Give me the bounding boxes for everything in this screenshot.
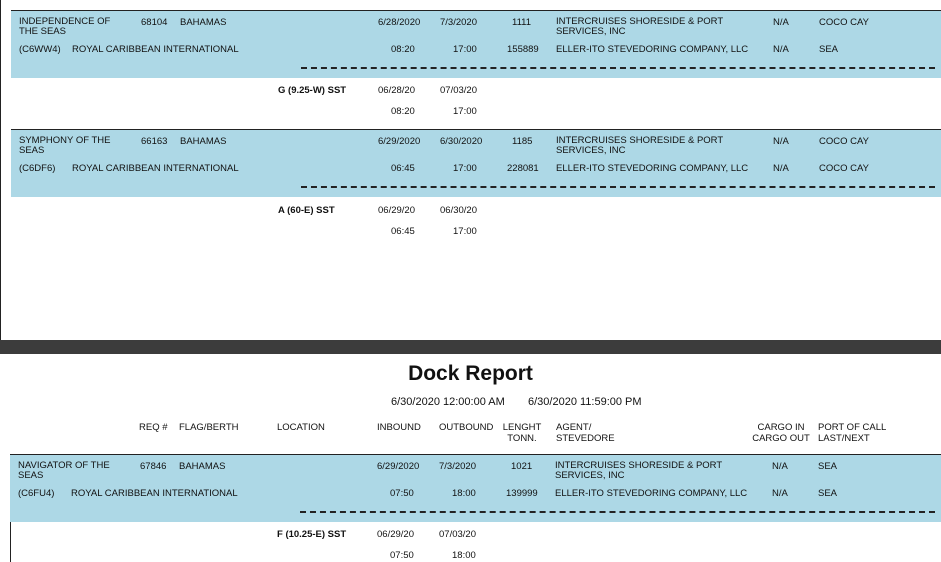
outbound-date: 7/3/2020: [440, 17, 477, 28]
berth-in-date: 06/29/20: [377, 529, 414, 540]
range-start: 6/30/2020 12:00:00 AM: [391, 396, 505, 408]
range-end: 6/30/2020 11:59:00 PM: [528, 396, 642, 408]
length: 1111: [512, 17, 532, 28]
outbound-time: 17:00: [453, 163, 477, 174]
port-last: SEA: [818, 461, 838, 472]
stevedore: ELLER-ITO STEVEDORING COMPANY, LLC: [556, 163, 749, 174]
vessel-row: [11, 10, 941, 78]
header-agent: AGENT/ STEVEDORE: [556, 422, 615, 444]
port-last: COCO CAY: [819, 136, 869, 147]
call-sign: (C6DF6): [19, 163, 56, 174]
header-flag-berth: FLAG/BERTH: [179, 422, 239, 433]
vessel-row: [11, 129, 941, 197]
berth-location: G (9.25-W) SST: [278, 85, 347, 96]
cruise-line: ROYAL CARIBBEAN INTERNATIONAL: [72, 44, 239, 55]
cruise-line: ROYAL CARIBBEAN INTERNATIONAL: [71, 488, 238, 499]
vessel-name: SYMPHONY OF THE SEAS: [19, 135, 111, 156]
inbound-time: 06:45: [391, 163, 415, 174]
cargo-out: N/A: [773, 44, 789, 55]
berth-in-time: 07:50: [390, 550, 414, 561]
port-next: SEA: [819, 44, 839, 55]
inbound-time: 07:50: [390, 488, 414, 499]
cargo-in: N/A: [773, 136, 789, 147]
req-number: 66163: [141, 136, 168, 147]
berth-out-time: 17:00: [453, 226, 477, 237]
length: 1021: [511, 461, 533, 472]
header-port-of-call: PORT OF CALL LAST/NEXT: [818, 422, 887, 444]
tonnage: 155889: [507, 44, 539, 55]
berth-out-time: 18:00: [452, 550, 476, 561]
cruise-line: ROYAL CARIBBEAN INTERNATIONAL: [72, 163, 239, 174]
vessel-name: INDEPENDENCE OF THE SEAS: [19, 16, 111, 37]
call-sign: (C6FU4): [18, 488, 55, 499]
dashed-separator: [301, 186, 935, 188]
header-inbound: INBOUND: [377, 422, 421, 433]
berth-location: A (60-E) SST: [278, 205, 335, 216]
req-number: 67846: [140, 461, 167, 472]
agent: INTERCRUISES SHORESIDE & PORT SERVICES, INC: [555, 460, 722, 481]
berth-out-date: 06/30/20: [440, 205, 477, 216]
outbound-time: 17:00: [453, 44, 477, 55]
header-length: LENGHT TONN.: [502, 422, 542, 444]
agent: INTERCRUISES SHORESIDE & PORT SERVICES, INC: [556, 135, 723, 156]
flag: BAHAMAS: [180, 17, 227, 28]
tonnage: 228081: [507, 163, 539, 174]
call-sign: (C6WW4): [19, 44, 61, 55]
header-req: REQ #: [139, 422, 168, 433]
report-title: Dock Report: [408, 362, 533, 385]
report-page-2: [0, 354, 941, 562]
vessel-name: NAVIGATOR OF THE SEAS: [18, 460, 110, 481]
length: 1185: [512, 136, 533, 147]
inbound-date: 6/29/2020: [377, 461, 420, 472]
dashed-separator: [301, 67, 935, 69]
outbound-time: 18:00: [452, 488, 476, 499]
header-cargo: CARGO IN CARGO OUT: [752, 422, 810, 444]
berth-in-date: 06/29/20: [378, 205, 415, 216]
vessel-row: [10, 454, 941, 522]
berth-out-date: 07/03/20: [440, 85, 477, 96]
stevedore: ELLER-ITO STEVEDORING COMPANY, LLC: [555, 488, 748, 499]
stevedore: ELLER-ITO STEVEDORING COMPANY, LLC: [556, 44, 749, 55]
port-next: COCO CAY: [819, 163, 869, 174]
header-outbound: OUTBOUND: [439, 422, 494, 433]
dashed-separator: [300, 511, 935, 513]
cargo-in: N/A: [773, 17, 789, 28]
inbound-date: 6/29/2020: [378, 136, 421, 147]
flag: BAHAMAS: [179, 461, 226, 472]
inbound-date: 6/28/2020: [378, 17, 421, 28]
page-separator: [0, 340, 941, 354]
flag: BAHAMAS: [180, 136, 227, 147]
header-location: LOCATION: [277, 422, 325, 433]
port-next: SEA: [818, 488, 838, 499]
tonnage: 139999: [506, 488, 538, 499]
berth-location: F (10.25-E) SST: [277, 529, 347, 540]
req-number: 68104: [141, 17, 168, 28]
cargo-out: N/A: [773, 163, 789, 174]
berth-in-date: 06/28/20: [378, 85, 415, 96]
outbound-date: 7/3/2020: [439, 461, 476, 472]
berth-out-time: 17:00: [453, 106, 477, 117]
berth-in-time: 08:20: [391, 106, 415, 117]
inbound-time: 08:20: [391, 44, 415, 55]
berth-in-time: 06:45: [391, 226, 415, 237]
berth-out-date: 07/03/20: [439, 529, 476, 540]
cargo-in: N/A: [772, 461, 788, 472]
cargo-out: N/A: [772, 488, 788, 499]
agent: INTERCRUISES SHORESIDE & PORT SERVICES, INC: [556, 16, 723, 37]
outbound-date: 6/30/2020: [440, 136, 483, 147]
port-last: COCO CAY: [819, 17, 869, 28]
